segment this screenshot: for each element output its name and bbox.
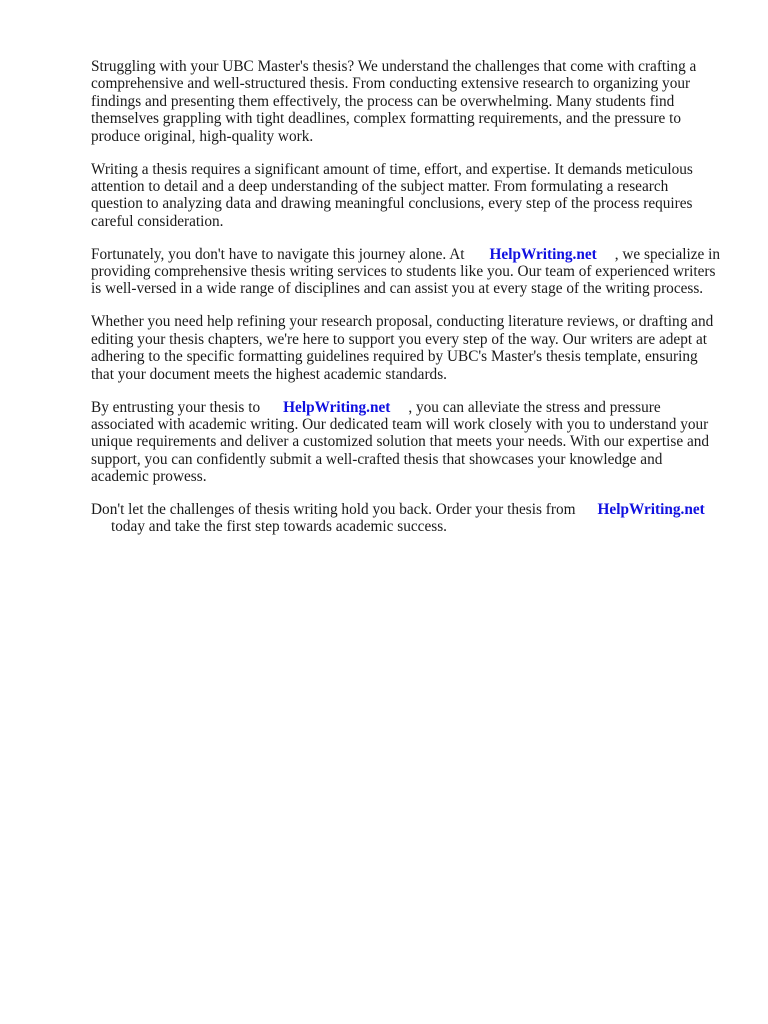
paragraph-text: , we specialize in providing comprehensive thesis writing services to students like you. Our team of experienced writers is well-versed in a wide range of disciplines and can assist you at every stage of the writing process.	[91, 245, 721, 298]
helpwriting-link[interactable]: HelpWriting.net	[489, 245, 597, 263]
paragraph-text: , you can alleviate the stress and pressure associated with academic writing. Our dedicated team will work closely with you to understand your unique requirements and deliver a customized solution that meets your needs. With our expertise and support, you can confidently submit a well-crafted thesis that showcases your knowledge and academic prowess.	[91, 398, 710, 486]
paragraph-text: By entrusting your thesis to	[91, 398, 261, 416]
paragraph-entrust	[91, 399, 723, 486]
paragraph-text: Fortunately, you don't have to navigate this journey alone. At	[91, 245, 465, 263]
document-body	[91, 58, 723, 551]
paragraph-requirements: Writing a thesis requires a significant amount of time, effort, and expertise. It demands meticulous attention to detail and a deep understanding of the subject matter. From formulating a research question to analyzing data and drawing meaningful conclusions, every step of the process requires careful consideration.	[91, 160, 693, 230]
helpwriting-link[interactable]: HelpWriting.net	[283, 398, 391, 416]
paragraph-intro: Struggling with your UBC Master's thesis? We understand the challenges that come with crafting a comprehensive and well-structured thesis. From conducting extensive research to organizing your findings and presenting them effectively, the process can be overwhelming. Many students find themselves grappling with tight deadlines, complex formatting requirements, and the pressure to produce original, high-quality work.	[91, 58, 697, 145]
paragraph-support: Whether you need help refining your research proposal, conducting literature reviews, or drafting and editing your thesis chapters, we're here to support you every step of the way. Our writers are adept at adhering to the specific formatting guidelines required by UBC's Master's thesis template, ensuring that your document meets the highest academic standards.	[91, 313, 714, 383]
helpwriting-link[interactable]: HelpWriting.net	[597, 501, 705, 519]
paragraph-services	[91, 246, 723, 298]
paragraph-text: today and take the first step towards academic success.	[111, 518, 447, 536]
paragraph-text: Don't let the challenges of thesis writing hold you back. Order your thesis from	[91, 501, 576, 519]
paragraph-order	[91, 501, 723, 536]
